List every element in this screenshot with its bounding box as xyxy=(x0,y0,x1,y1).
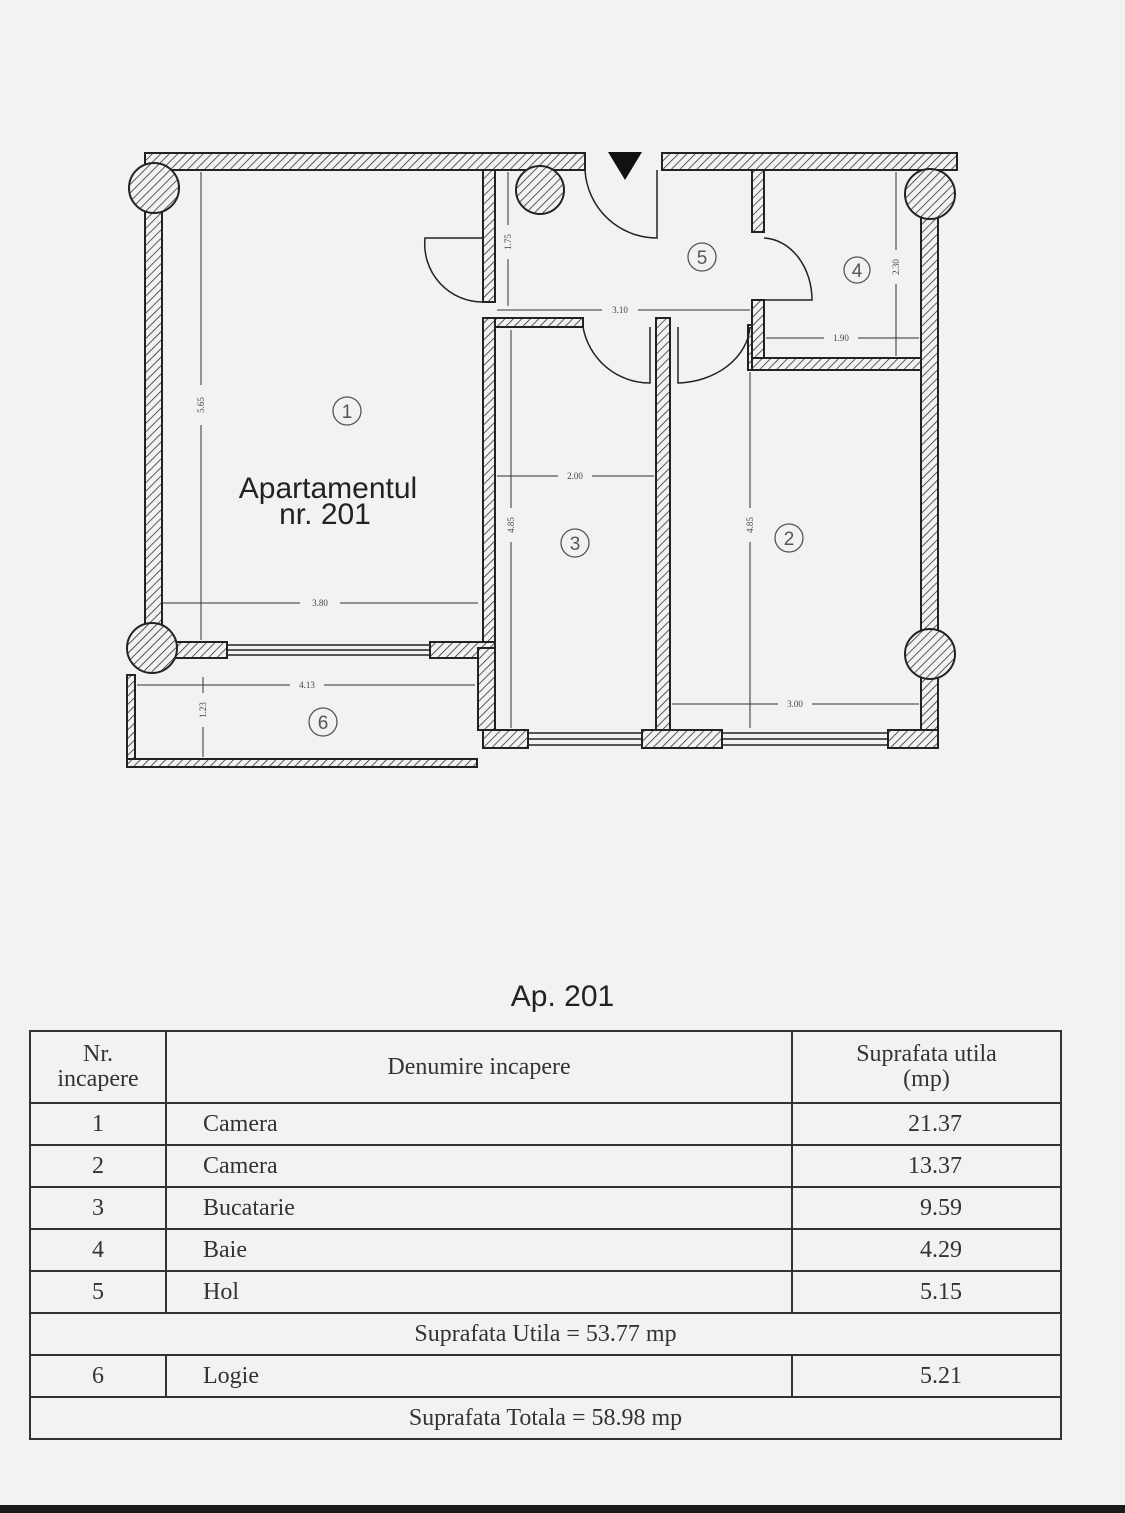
row-area: 9.59 xyxy=(792,1187,1061,1229)
dimension-lines xyxy=(137,172,919,757)
header-room-number-line2: incapere xyxy=(57,1066,139,1092)
room-marker-3: 3 xyxy=(569,534,581,555)
table-row xyxy=(30,1229,1061,1271)
room-marker-5: 5 xyxy=(696,248,708,269)
row-area: 5.21 xyxy=(792,1355,1061,1397)
room-marker-1: 1 xyxy=(341,402,353,423)
table-row xyxy=(30,1103,1061,1145)
room-marker-4: 4 xyxy=(851,261,863,282)
table-row xyxy=(30,1145,1061,1187)
header-room-number-line1: Nr. xyxy=(83,1041,113,1067)
header-room-area xyxy=(792,1031,1061,1103)
room-marker-2: 2 xyxy=(783,529,795,550)
header-room-area-line1: Suprafata utila xyxy=(856,1041,997,1067)
row-name: Baie xyxy=(166,1229,792,1271)
room-marker-6: 6 xyxy=(317,713,329,734)
room-area-table xyxy=(29,1030,1062,1440)
header-room-area-line2: (mp) xyxy=(903,1066,950,1092)
row-area: 4.29 xyxy=(792,1229,1061,1271)
row-area: 21.37 xyxy=(792,1103,1061,1145)
dim-hol-height: 1.75 xyxy=(503,234,513,250)
dim-baie-height: 2.30 xyxy=(891,259,901,275)
row-name: Logie xyxy=(166,1355,792,1397)
row-name: Bucatarie xyxy=(166,1187,792,1229)
dim-bucatarie-height: 4.85 xyxy=(506,517,516,533)
row-number: 2 xyxy=(30,1145,166,1187)
apartment-label-line1: Apartamentul xyxy=(238,472,418,505)
row-number: 4 xyxy=(30,1229,166,1271)
row-number: 1 xyxy=(30,1103,166,1145)
dim-room2-height: 4.85 xyxy=(745,517,755,533)
header-room-number xyxy=(30,1031,166,1103)
row-name: Camera xyxy=(166,1103,792,1145)
row-name: Hol xyxy=(166,1271,792,1313)
page-bottom-edge xyxy=(0,1505,1125,1513)
apartment-label-line2: nr. 201 xyxy=(279,498,371,531)
dim-room2-width: 3.00 xyxy=(787,699,803,709)
dim-hol-width: 3.10 xyxy=(612,305,628,315)
total-row xyxy=(30,1397,1061,1439)
walls xyxy=(145,153,957,748)
dim-logie-width: 4.13 xyxy=(299,680,315,690)
row-area: 5.15 xyxy=(792,1271,1061,1313)
table-title: Ap. 201 xyxy=(510,980,615,1013)
total-area: Suprafata Totala = 58.98 mp xyxy=(30,1397,1061,1439)
row-number: 6 xyxy=(30,1355,166,1397)
table-row xyxy=(30,1355,1061,1397)
row-name: Camera xyxy=(166,1145,792,1187)
dim-logie-height: 1.23 xyxy=(198,702,208,718)
dim-room1-height: 5.65 xyxy=(196,397,206,413)
entrance-arrow-icon xyxy=(608,152,642,180)
row-number: 3 xyxy=(30,1187,166,1229)
row-number: 5 xyxy=(30,1271,166,1313)
subtotal-useful-area: Suprafata Utila = 53.77 mp xyxy=(30,1313,1061,1355)
dim-bucatarie-width: 2.00 xyxy=(567,471,583,481)
table-row xyxy=(30,1271,1061,1313)
dim-room1-width: 3.80 xyxy=(312,598,328,608)
table-header-row xyxy=(30,1031,1061,1103)
subtotal-row xyxy=(30,1313,1061,1355)
dim-baie-width: 1.90 xyxy=(833,333,849,343)
columns xyxy=(127,163,955,679)
header-room-name: Denumire incapere xyxy=(166,1031,792,1103)
row-area: 13.37 xyxy=(792,1145,1061,1187)
table-row xyxy=(30,1187,1061,1229)
